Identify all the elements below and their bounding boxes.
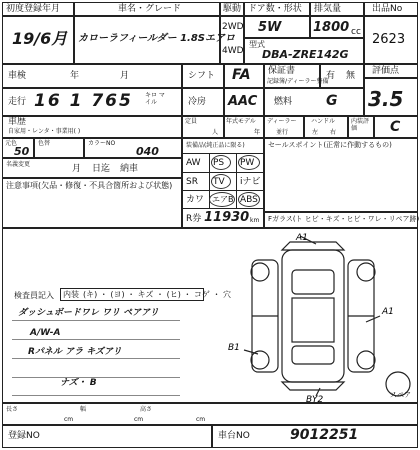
ac-label: 冷房 bbox=[188, 97, 207, 107]
wheel-front-right bbox=[357, 263, 375, 281]
inspector-note-2: A/W-A bbox=[30, 328, 61, 338]
warranty-option-yes: 有 bbox=[326, 71, 336, 81]
warranty-sub: 記録簿/ディーラー整備 bbox=[267, 78, 329, 85]
shift-value: FA bbox=[232, 67, 251, 83]
equipment-abs: ABS bbox=[240, 195, 258, 205]
equipment-abs-mark bbox=[238, 192, 260, 207]
r-unit: km bbox=[250, 217, 260, 224]
paint-label: 色替 bbox=[38, 140, 51, 147]
shaken-unit-year: 年 bbox=[70, 71, 80, 81]
equipment-ps: PS bbox=[213, 158, 225, 168]
car-diagram bbox=[220, 232, 416, 402]
notes-rule bbox=[12, 339, 180, 340]
equipment-pw: PW bbox=[240, 158, 255, 168]
equipment-airbag-mark bbox=[209, 192, 235, 207]
ac-value: AAC bbox=[228, 94, 258, 109]
width-unit: cm bbox=[134, 416, 144, 423]
inspector-label: 検査員記入 bbox=[14, 291, 54, 300]
inspector-note-1: ダッシュボードワレ ワリ ペアアリ bbox=[18, 308, 159, 318]
deadline-unit-day: 日迄 bbox=[92, 164, 111, 174]
displacement-value: 1800 bbox=[313, 20, 350, 35]
capacity-label: 定員 bbox=[185, 118, 198, 125]
notes-label: 注意事項(欠品・修復・不具合箇所および状態) bbox=[6, 181, 173, 190]
mark-left: B1 bbox=[228, 343, 240, 353]
color-no-label: カラーNO bbox=[88, 140, 116, 147]
width-label: 幅 bbox=[80, 406, 87, 413]
warranty-option-no: 無 bbox=[346, 71, 356, 81]
receipt-label: 納車 bbox=[120, 164, 139, 174]
length-label: 長さ bbox=[6, 406, 19, 413]
inspector-categories: (キ) ・ (ヨ) ・ キズ ・ (ヒ) ・ コゲ ・ 穴 bbox=[83, 290, 231, 299]
reg-label: 登録NO bbox=[8, 431, 40, 441]
fuel-value: G bbox=[326, 93, 338, 109]
height-unit: cm bbox=[196, 416, 206, 423]
interior-label: 内装評価 bbox=[351, 118, 370, 132]
color-label: 元色 bbox=[5, 140, 18, 147]
name-grade-value: カローラフィールダー 1.8Sエアロ bbox=[78, 33, 235, 44]
car-rear-bumper bbox=[282, 382, 344, 390]
door-shape-value: 5W bbox=[258, 20, 282, 35]
equipment-sr: SR bbox=[186, 177, 198, 187]
equipment-divider bbox=[182, 172, 264, 173]
car-rear-window bbox=[292, 346, 334, 364]
equipment-ps-mark bbox=[211, 155, 231, 170]
mileage-value: 16 1 765 bbox=[34, 91, 133, 111]
deadline-unit-month: 月 bbox=[72, 164, 82, 174]
mark-front: A1 bbox=[296, 233, 308, 243]
equipment-aw: AW bbox=[186, 158, 201, 168]
first-reg-value: 19/6月 bbox=[12, 29, 68, 48]
color-no-value: 040 bbox=[136, 145, 159, 158]
chassis-label: 車台NO bbox=[218, 431, 250, 441]
history-label: 車歴 bbox=[8, 117, 27, 127]
inspector-category-label: 内装 bbox=[63, 290, 79, 299]
equipment-pw-mark bbox=[238, 155, 260, 170]
dealer-label: ディーラー bbox=[267, 118, 297, 125]
inspector-note-4: ナズ・ B bbox=[60, 378, 97, 388]
mark-right: A1 bbox=[382, 307, 394, 317]
mileage-unit: キロ マイル bbox=[145, 92, 165, 106]
drive-option-4wd: 4WD bbox=[222, 46, 244, 56]
model-value: DBA-ZRE142G bbox=[262, 48, 349, 61]
mark-pointer bbox=[366, 316, 380, 322]
color-value: 50 bbox=[14, 145, 30, 158]
sales-cell bbox=[264, 138, 418, 212]
door-shape-label: ドア数・形状 bbox=[248, 4, 302, 14]
height-label: 高さ bbox=[140, 406, 153, 413]
wheel-rear-right bbox=[357, 351, 375, 369]
first-reg-label: 初度登録年月 bbox=[6, 4, 61, 14]
year-model-unit: 年 bbox=[254, 129, 261, 136]
wheel-front-left bbox=[251, 263, 269, 281]
drive-label: 駆動 bbox=[223, 4, 242, 14]
capacity-unit: 人 bbox=[212, 129, 219, 136]
r-label: R券 bbox=[186, 214, 202, 224]
equipment-label: 装備品(純正品に限る) bbox=[186, 142, 245, 149]
shaken-label: 車検 bbox=[8, 71, 27, 81]
displacement-label: 排気量 bbox=[314, 4, 342, 14]
notes-rule bbox=[12, 377, 180, 378]
history-sub: 自家用・レンタ・事業用( ) bbox=[8, 128, 81, 135]
notes-rule bbox=[12, 358, 180, 359]
shift-label: シフト bbox=[188, 71, 216, 81]
shaken-cell bbox=[2, 64, 182, 88]
equipment-tv: TV bbox=[213, 177, 225, 187]
name-change-label: 名義変更 bbox=[6, 161, 31, 168]
equipment-divider bbox=[236, 153, 237, 208]
car-windshield bbox=[292, 270, 334, 294]
sales-label: セールスポイント(正常に作動するもの) bbox=[268, 141, 392, 149]
year-model-label: 年式モデル bbox=[226, 118, 256, 125]
handle-option-left: 左 bbox=[312, 129, 319, 136]
mark-rear: BY2 bbox=[306, 395, 324, 402]
handle-option-right: 右 bbox=[330, 129, 337, 136]
chassis-value: 9012251 bbox=[290, 427, 359, 443]
drive-option-2wd: 2WD bbox=[222, 22, 244, 32]
wheel-rear-left bbox=[251, 351, 269, 369]
grade-value: 3.5 bbox=[368, 87, 404, 111]
legend-text: Fガラス(ト ヒビ・キズ・ヒビ・ワレ・リペア跡) bbox=[268, 215, 420, 223]
inspector-note-3: Rパネル アラ キズアリ bbox=[28, 347, 122, 357]
fuel-label: 燃料 bbox=[274, 97, 293, 107]
car-roof bbox=[292, 298, 334, 342]
mileage-label: 走行 bbox=[8, 97, 27, 107]
car-front-bumper bbox=[282, 242, 344, 250]
equipment-airbag: エアB bbox=[212, 195, 234, 204]
lot-value: 2623 bbox=[372, 32, 406, 47]
equipment-leather: カワ bbox=[186, 195, 205, 205]
spare-label: スペア bbox=[390, 391, 411, 399]
interior-value: C bbox=[390, 119, 401, 135]
equipment-divider bbox=[182, 208, 264, 209]
r-value: 11930 bbox=[204, 210, 250, 225]
name-grade-label: 車名・グレード bbox=[118, 4, 182, 14]
grade-label: 評価点 bbox=[372, 66, 400, 76]
equipment-navi: iナビ bbox=[240, 177, 261, 187]
length-unit: cm bbox=[64, 416, 74, 423]
lot-label: 出品No bbox=[372, 4, 403, 14]
displacement-unit: cc bbox=[351, 27, 361, 37]
equipment-tv-mark bbox=[211, 174, 231, 189]
model-label: 型式 bbox=[249, 40, 265, 49]
handle-label: ハンドル bbox=[311, 118, 336, 125]
equipment-divider bbox=[182, 190, 264, 191]
warranty-label: 保証書 bbox=[268, 66, 296, 76]
notes-rule bbox=[12, 395, 180, 396]
shaken-unit-month: 月 bbox=[120, 71, 130, 81]
dealer-sub: 並行 bbox=[276, 129, 289, 136]
equipment-divider bbox=[182, 153, 264, 154]
notes-rule bbox=[12, 320, 180, 321]
